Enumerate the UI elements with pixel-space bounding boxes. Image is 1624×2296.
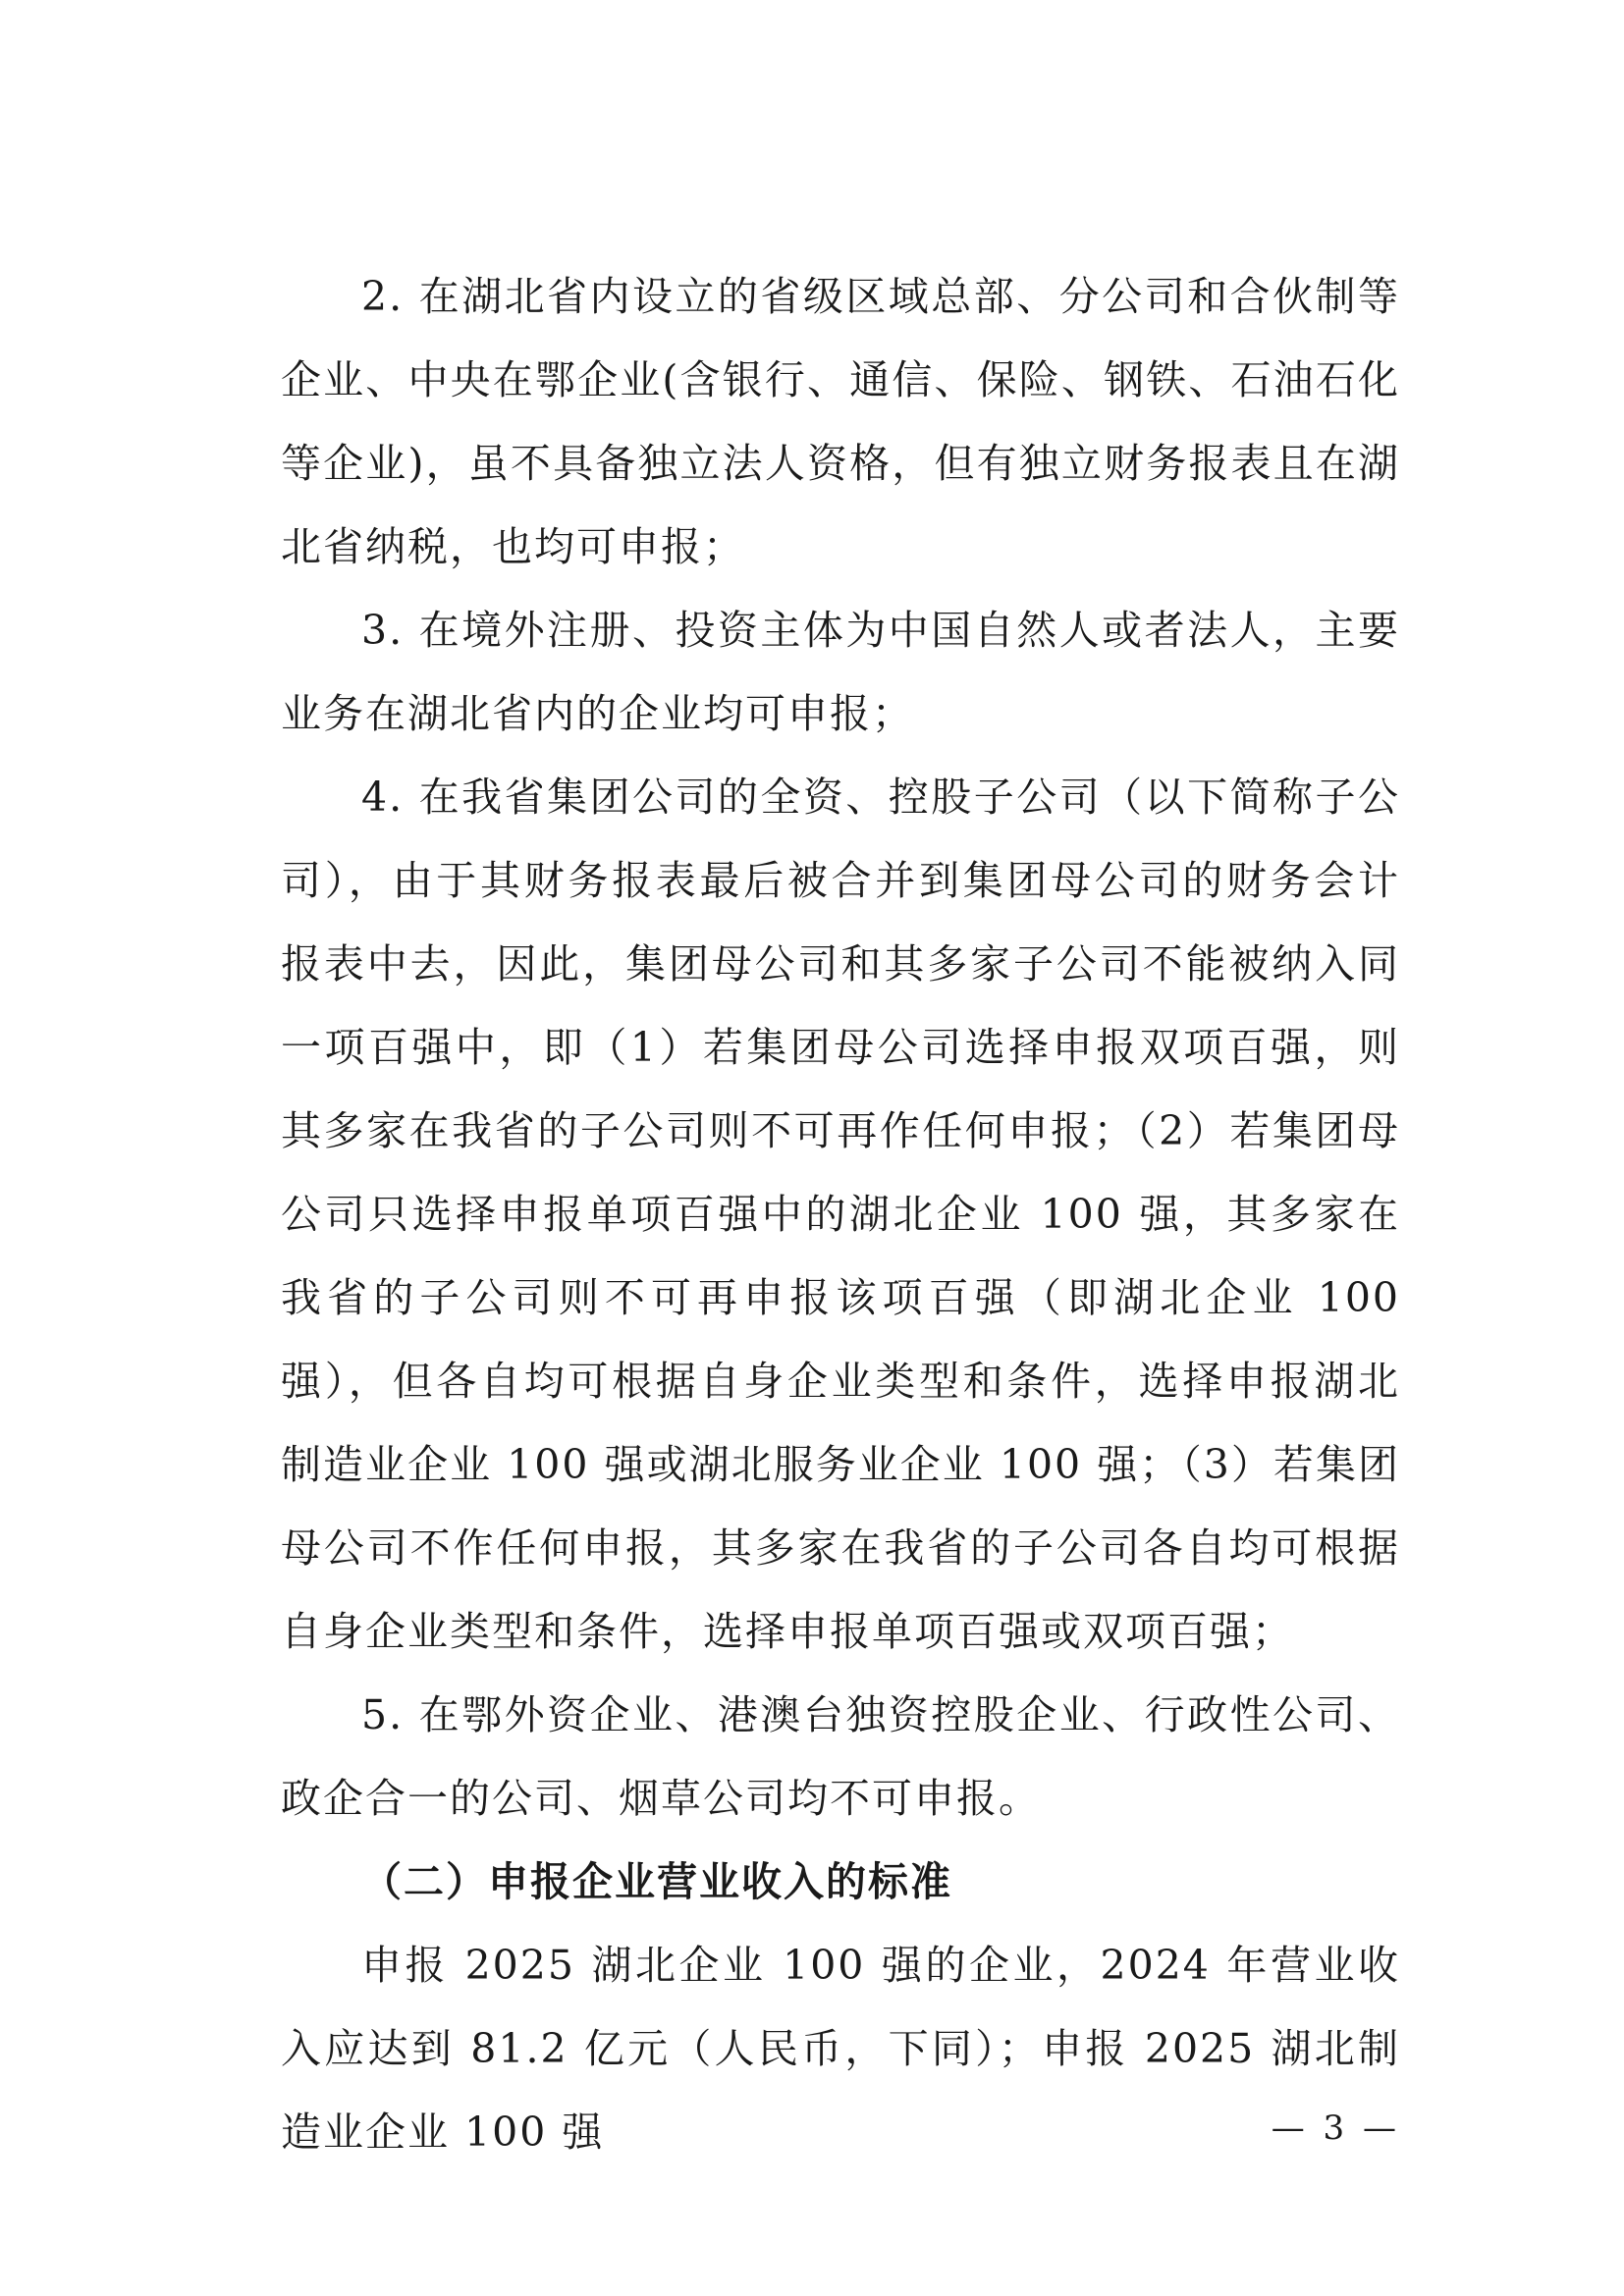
paragraph-item-5: 5. 在鄂外资企业、港澳台独资控股企业、行政性公司、政企合一的公司、烟草公司均不可申报。: [281, 1691, 1400, 1822]
paragraph-revenue-standard: 申报 2025 湖北企业 100 强的企业，2024 年营业收入应达到 81.2 亿元（人民币，下同）；申报 2025 湖北制造业企业 100 强: [281, 1942, 1400, 2156]
page-number: — 3 —: [1271, 2109, 1400, 2148]
paragraph-item-4: 4. 在我省集团公司的全资、控股子公司（以下简称子公司），由于其财务报表最后被合并到集团母公司的财务会计报表中去，因此，集团母公司和其多家子公司不能被纳入同一项百强中，即（1）若集团母公司选择申报双项百强，则其多家在我省的子公司则不可再作任何申报；（2）若集团母公司只选择申报单项百强中的湖北企业 100 强，其多家在我省的子公司则不可再申报该项百强（即湖北企业 100 强），但各自均可根据自身企业类型和条件，选择申报湖北制造业企业 100 强或湖北服务业企业 100 强；（3）若集团母公司不作任何申报，其多家在我省的子公司各自均可根据自身企业类型和条件，选择申报单项百强或双项百强；: [281, 774, 1400, 1655]
section-heading: （二）申报企业营业收入的标准: [361, 1858, 952, 1905]
document-body: [281, 255, 1400, 2174]
paragraph-item-3: 3. 在境外注册、投资主体为中国自然人或者法人，主要业务在湖北省内的企业均可申报；: [281, 607, 1400, 737]
paragraph-item-2: 2. 在湖北省内设立的省级区域总部、分公司和合伙制等企业、中央在鄂企业(含银行、通信、保险、钢铁、石油石化等企业)，虽不具备独立法人资格，但有独立财务报表且在湖北省纳税，也均可申报；: [281, 273, 1400, 570]
